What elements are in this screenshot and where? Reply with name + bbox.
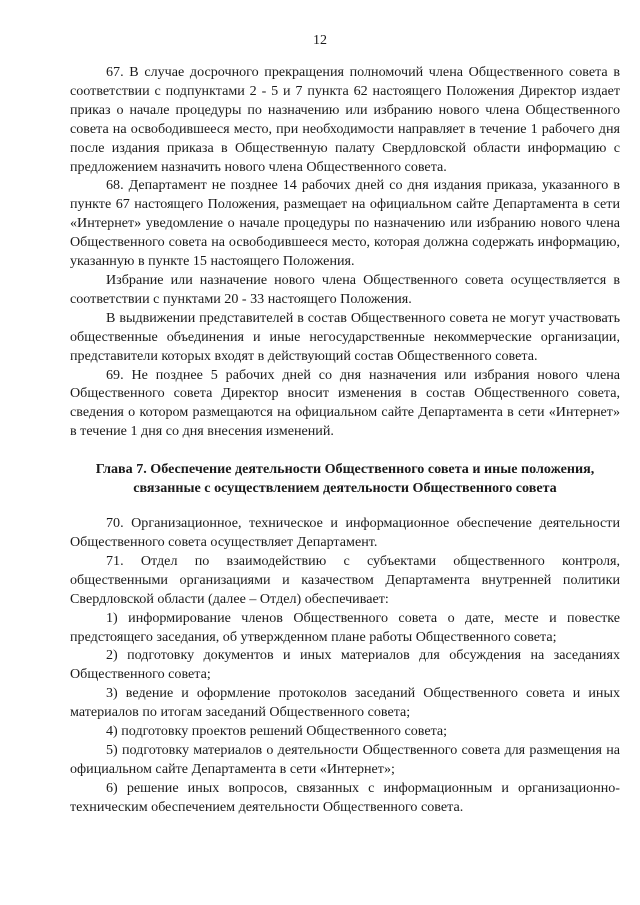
chapter-7-title: Глава 7. Обеспечение деятельности Общественного совета и иные положения, связанные с осуществлением деятельности Общественного совета <box>95 461 595 496</box>
list-item-6: 6) решение иных вопросов, связанных с информационным и организационно-техническим обеспечением деятельности Общественного совета. <box>70 779 620 815</box>
paragraph-68-election: Избрание или назначение нового члена Общественного совета осуществляется в соответствии с пунктами 20 - 33 настоящего Положения. <box>70 271 620 307</box>
list-item-2: 2) подготовку документов и иных материалов для обсуждения на заседаниях Общественного совета; <box>70 647 620 683</box>
paragraph-69: 69. Не позднее 5 рабочих дней со дня назначения или избрания нового члена Общественного совета Директор вносит изменения в состав Общественного совета, сведения о котором размещаются на официальном сайте Департамента в сети «Интернет» в течение 1 дня со дня внесения изменений. <box>70 366 620 440</box>
paragraph-68-nomination: В выдвижении представителей в состав Общественного совета не могут участвовать общественные объединения и иные негосударственные некоммерческие организации, представители которых входят в действующий состав Общественного совета. <box>70 309 620 364</box>
paragraph-71: 71. Отдел по взаимодействию с субъектами общественного контроля, общественными организациями и казачеством Департамента внутренней политики Свердловской области (далее – Отдел) обеспечивает: <box>70 552 620 607</box>
paragraph-67: 67. В случае досрочного прекращения полномочий члена Общественного совета в соответствии с подпунктами 2 - 5 и 7 пункта 62 настоящего Положения Директор издает приказ о начале процедуры по назначению или избранию нового члена Общественного совета на освободившееся место, при необходимости направляет в течение 1 рабочего дня после издания приказа в Общественную палату Свердловской области информацию с предложением назначить нового члена Общественного совета. <box>70 64 620 175</box>
list-item-4: 4) подготовку проектов решений Общественного совета; <box>106 723 448 740</box>
paragraph-68: 68. Департамент не позднее 14 рабочих дней со дня издания приказа, указанного в пункте 67 настоящего Положения, размещает на официальном сайте Департамента в сети «Интернет» уведомление о начале процедуры по назначению или избранию нового члена Общественного совета на освободившееся место, которая должна содержать информацию, указанную в пункте 15 настоящего Положения. <box>70 177 620 270</box>
paragraph-70: 70. Организационное, техническое и информационное обеспечение деятельности Общественного совета осуществляет Департамент. <box>70 515 620 551</box>
page-number: 12 <box>313 33 327 48</box>
list-item-3: 3) ведение и оформление протоколов заседаний Общественного совета и иных материалов по итогам заседаний Общественного совета; <box>70 685 620 721</box>
document-body <box>70 63 620 817</box>
list-item-1: 1) информирование членов Общественного совета о дате, месте и повестке предстоящего заседания, об утвержденном плане работы Общественного совета; <box>70 609 620 645</box>
list-item-5: 5) подготовку материалов о деятельности Общественного совета для размещения на официальном сайте Департамента в сети «Интернет»; <box>70 742 620 777</box>
